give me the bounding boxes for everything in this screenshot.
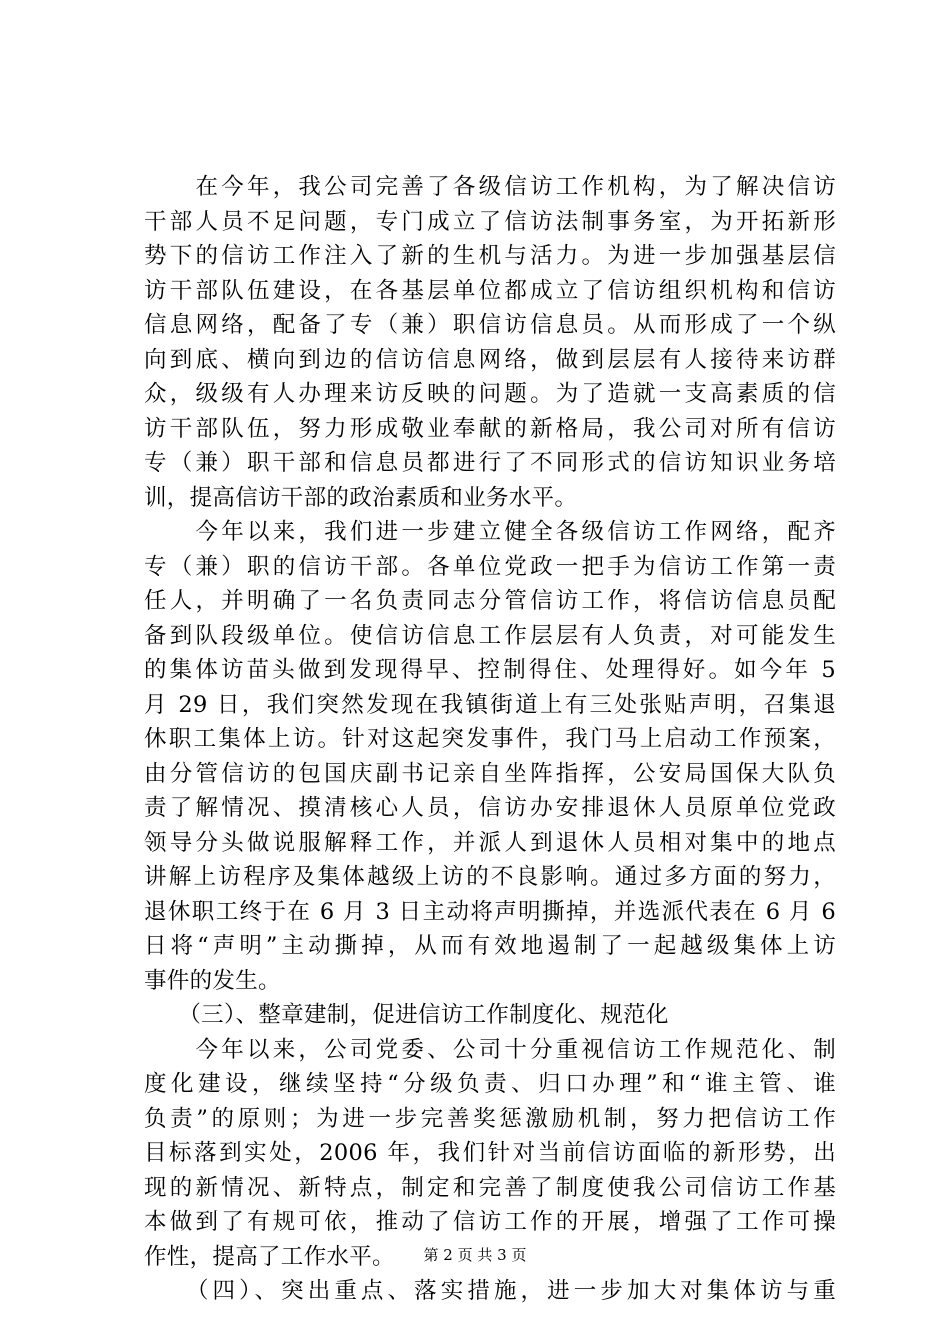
text-line: 访干部队伍建设，在各基层单位都成立了信访组织机构和信访 [144, 277, 836, 304]
text-line: 训，提高信访干部的政治素质和业务水平。 [144, 484, 578, 511]
text-line: 负责”的原则；为进一步完善奖惩激励机制，努力把信访工作 [144, 1105, 836, 1132]
text-line: 众，级级有人办理来访反映的问题。为了造就一支高素质的信 [144, 381, 836, 407]
text-line: 领导分头做说服解释工作，并派人到退休人员相对集中的地点 [144, 829, 836, 856]
text-line: （四）、突出重点、落实措施，进一步加大对集体访与重 [144, 1278, 836, 1304]
text-line: 专（兼）职的信访干部。各单位党政一把手为信访工作第一责 [144, 553, 836, 580]
text-line: 日将“声明”主动撕掉，从而有效地遏制了一起越级集体上访 [144, 933, 836, 959]
text-line: 在今年，我公司完善了各级信访工作机构，为了解决信访 [144, 174, 836, 200]
text-line: 度化建设，继续坚持“分级负责、归口办理”和“谁主管、谁 [144, 1071, 836, 1097]
text-line: 任人，并明确了一名负责同志分管信访工作，将信访信息员配 [144, 588, 836, 614]
text-line: 势下的信访工作注入了新的生机与活力。为进一步加强基层信 [144, 243, 836, 269]
text-line: 事件的发生。 [144, 967, 281, 994]
text-line: 专（兼）职干部和信息员都进行了不同形式的信访知识业务培 [144, 450, 836, 476]
text-line: 干部人员不足问题，专门成立了信访法制事务室，为开拓新形 [144, 208, 836, 235]
page-number-footer: 第 2 页 共 3 页 [423, 1246, 527, 1264]
text-line: 信息网络，配备了专（兼）职信访信息员。从而形成了一个纵 [144, 312, 836, 338]
text-line: 本做到了有规可依，推动了信访工作的开展，增强了工作可操 [144, 1209, 836, 1235]
text-line: （三）、整章建制，促进信访工作制度化、规范化 [144, 1002, 669, 1028]
text-line: 现的新情况、新特点，制定和完善了制度使我公司信访工作基 [144, 1174, 836, 1201]
text-line: 休职工集体上访。针对这起突发事件，我门马上启动工作预案， [144, 726, 836, 752]
text-line: 备到队段级单位。使信访信息工作层层有人负责，对可能发生 [144, 622, 836, 649]
text-line: 今年以来，公司党委、公司十分重视信访工作规范化、制 [144, 1036, 836, 1063]
text-line: 责了解情况、摸清核心人员，信访办安排退休人员原单位党政 [144, 795, 836, 821]
text-line: 今年以来，我们进一步建立健全各级信访工作网络，配齐 [144, 519, 836, 545]
text-line: 的集体访苗头做到发现得早、控制得住、处理得好。如今年 5 [144, 657, 836, 683]
text-line: 讲解上访程序及集体越级上访的不良影响。通过多方面的努力， [144, 864, 836, 890]
document-body [144, 170, 836, 1309]
text-line: 目标落到实处，2006 年，我们针对当前信访面临的新形势，出 [144, 1140, 836, 1166]
text-line: 作性，提高了工作水平。 [144, 1243, 395, 1270]
text-line: 访干部队伍，努力形成敬业奉献的新格局，我公司对所有信访 [144, 415, 836, 442]
text-line: 向到底、横向到边的信访信息网络，做到层层有人接待来访群 [144, 346, 836, 373]
text-line: 月 29 日，我们突然发现在我镇街道上有三处张贴声明，召集退 [144, 691, 836, 718]
text-line: 退休职工终于在 6 月 3 日主动将声明撕掉，并选派代表在 6 月 6 [144, 898, 836, 925]
text-line: 由分管信访的包国庆副书记亲自坐阵指挥，公安局国保大队负 [144, 760, 836, 787]
